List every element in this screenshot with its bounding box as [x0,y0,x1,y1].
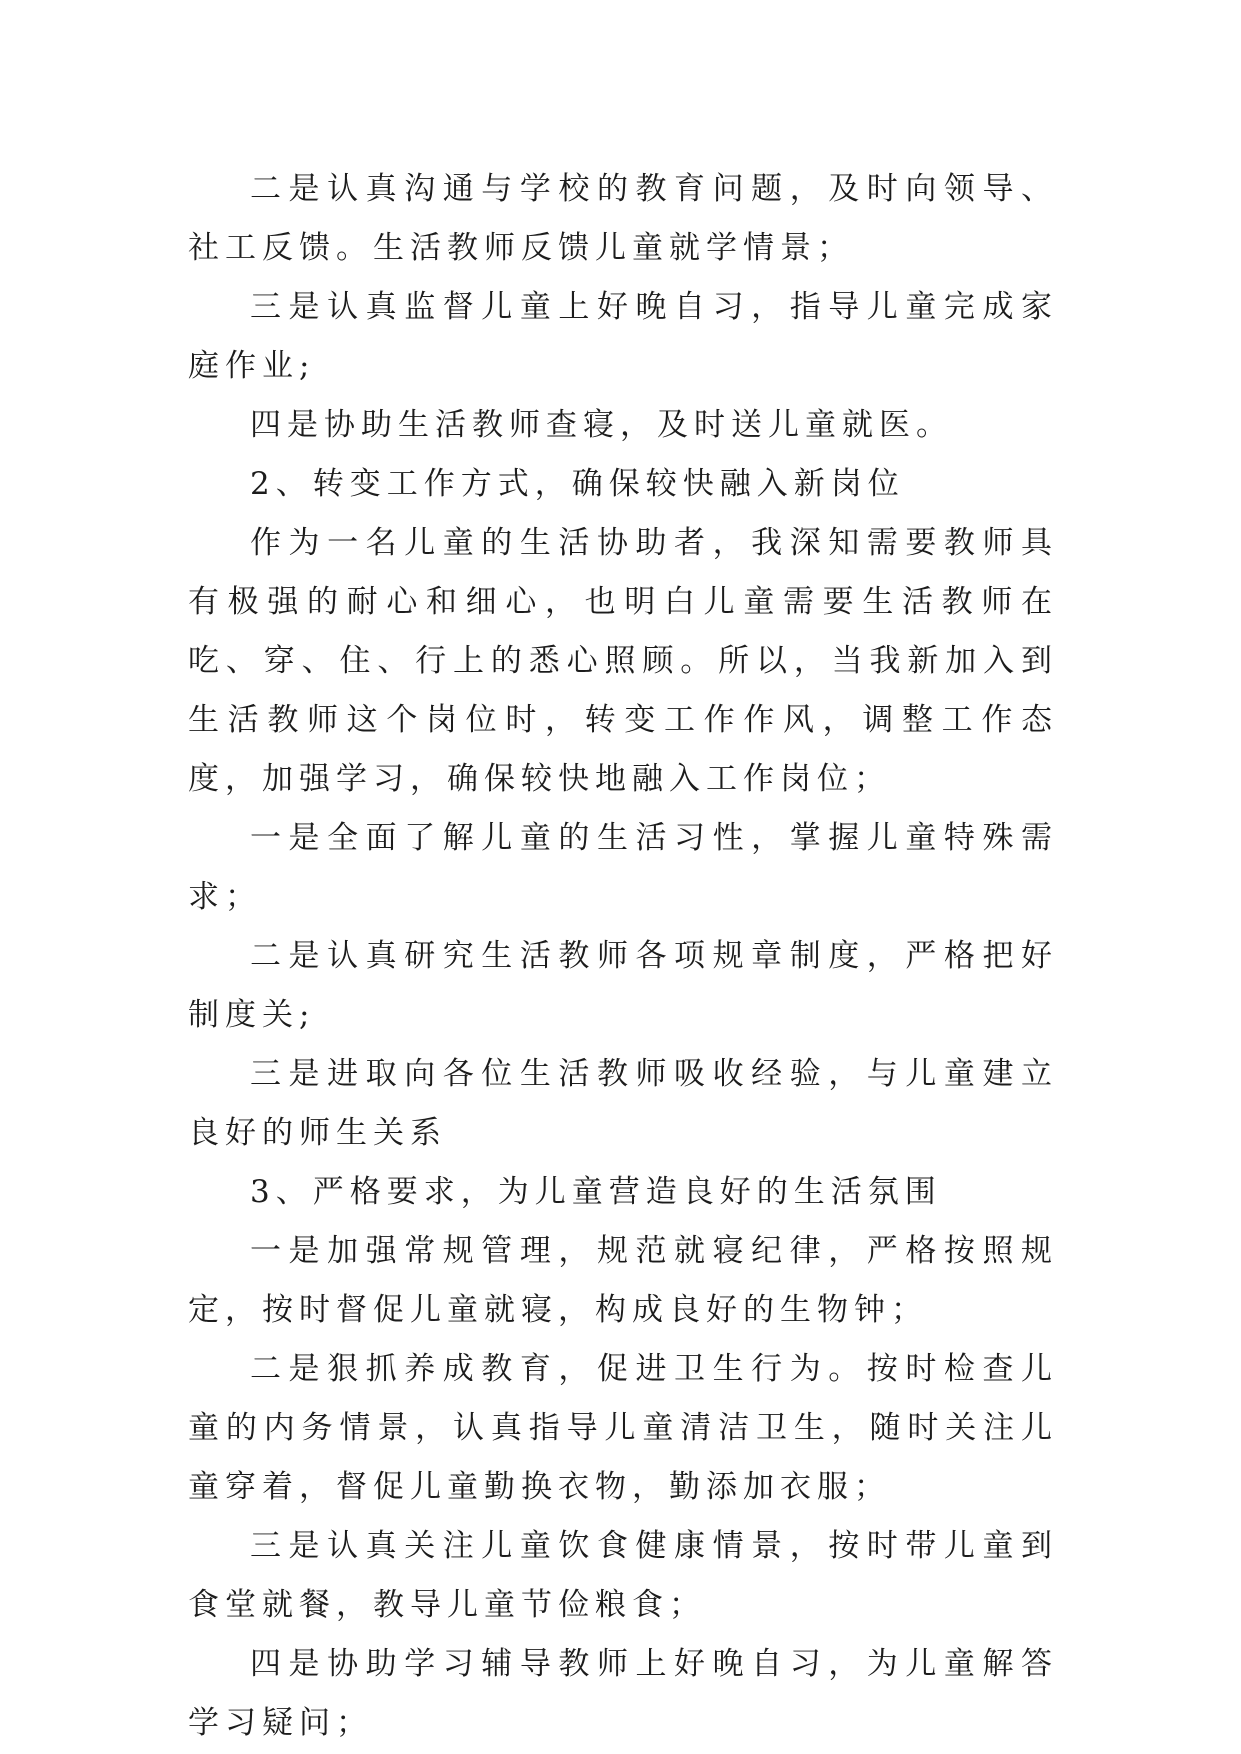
paragraph: 一是全面了解儿童的生活习性，掌握儿童特殊需求； [188,820,1058,915]
paragraph: 一是加强常规管理，规范就寝纪律，严格按照规定，按时督促儿童就寝，构成良好的生物钟； [188,1233,1058,1328]
paragraph: 二是认真沟通与学校的教育问题，及时向领导、社工反馈。生活教师反馈儿童就学情景； [188,171,1058,266]
paragraph: 二是狠抓养成教育，促进卫生行为。按时检查儿童的内务情景，认真指导儿童清洁卫生，随时关注儿童穿着，督促儿童勤换衣物，勤添加衣服； [188,1351,1058,1505]
section-heading: 3、严格要求，为儿童营造良好的生活氛围 [250,1174,942,1210]
paragraph: 二是认真研究生活教师各项规章制度，严格把好制度关; [188,938,1058,1033]
paragraph: 三是认真关注儿童饮食健康情景，按时带儿童到食堂就餐，教导儿童节俭粮食； [188,1528,1058,1623]
paragraph: 三是进取向各位生活教师吸收经验，与儿童建立良好的师生关系 [188,1056,1058,1151]
paragraph: 三是认真监督儿童上好晚自习，指导儿童完成家庭作业; [188,289,1058,384]
paragraph: 四是协助学习辅导教师上好晚自习，为儿童解答学习疑问； [188,1646,1058,1741]
paragraph: 四是协助生活教师查寝，及时送儿童就医。 [250,407,953,443]
section-heading: 2、转变工作方式，确保较快融入新岗位 [250,466,905,502]
paragraph: 作为一名儿童的生活协助者，我深知需要教师具有极强的耐心和细心，也明白儿童需要生活教师在吃、穿、住、行上的悉心照顾。所以，当我新加入到生活教师这个岗位时，转变工作作风，调整工作态度，加强学习，确保较快地融入工作岗位； [188,525,1058,797]
document-body [188,160,1058,1753]
